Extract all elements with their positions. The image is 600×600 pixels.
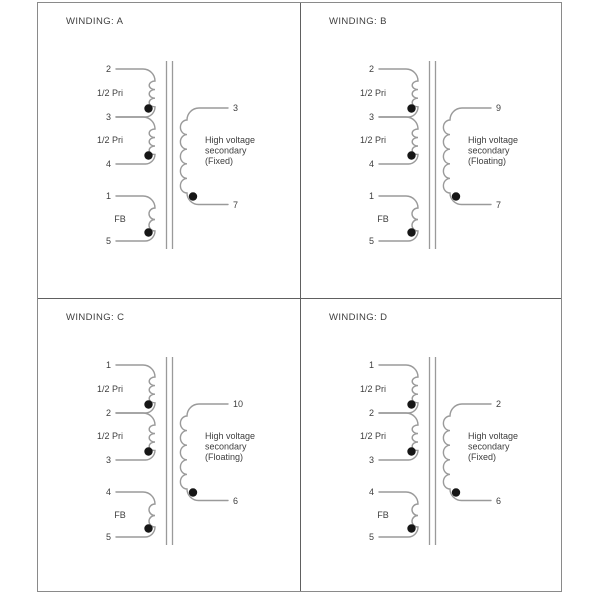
winding-label-half-pri-1: 1/2 Pri: [359, 384, 387, 394]
polarity-dot-feedback: [144, 524, 152, 532]
secondary-desc-line1: High voltage: [468, 135, 519, 145]
pin-label-secondary-bottom: 6: [496, 496, 502, 506]
panel-title: WINDING: C: [66, 312, 125, 323]
secondary-desc-line2: secondary: [468, 145, 510, 156]
polarity-dot-primary-1: [407, 400, 415, 408]
winding-diagram: [301, 299, 561, 591]
polarity-dot-primary-1: [144, 104, 152, 112]
winding-panel: [301, 299, 561, 591]
polarity-dot-primary-2: [407, 447, 415, 455]
pin-label-fb-top: 4: [105, 487, 111, 497]
panel-title: WINDING: B: [329, 16, 387, 27]
pin-label-secondary-bottom: 7: [496, 200, 502, 210]
polarity-dot-primary-2: [407, 151, 415, 159]
winding-label-fb: FB: [377, 214, 389, 224]
polarity-dot-primary-2: [144, 151, 152, 159]
polarity-dot-primary-2: [144, 447, 152, 455]
pin-label-primary-top: 2: [368, 64, 374, 74]
pin-label-secondary-bottom: 7: [233, 200, 239, 210]
panel-title: WINDING: D: [329, 312, 388, 323]
polarity-dot-secondary: [452, 488, 460, 496]
winding-diagram: [301, 3, 561, 295]
secondary-desc-line1: High voltage: [205, 431, 256, 441]
pin-label-secondary-bottom: 6: [233, 496, 239, 506]
pin-label-secondary-top: 2: [496, 399, 502, 409]
pin-label-primary-bottom: 3: [105, 455, 111, 465]
windings-frame: [37, 2, 562, 592]
winding-label-half-pri-2: 1/2 Pri: [359, 135, 387, 145]
secondary-desc-line2: secondary: [468, 441, 510, 452]
pin-label-primary-bottom: 4: [105, 159, 111, 169]
pin-label-fb-top: 1: [105, 191, 111, 201]
panel-title: WINDING: A: [66, 16, 124, 27]
pin-label-primary-bottom: 4: [368, 159, 374, 169]
winding-diagram: [38, 3, 300, 295]
winding-label-half-pri-1: 1/2 Pri: [96, 88, 124, 98]
winding-label-half-pri-1: 1/2 Pri: [96, 384, 124, 394]
pin-label-fb-bottom: 5: [105, 236, 111, 246]
polarity-dot-feedback: [407, 228, 415, 236]
winding-diagram: [38, 299, 300, 591]
pin-label-primary-mid: 2: [368, 408, 374, 418]
pin-label-secondary-top: 10: [233, 399, 244, 409]
secondary-desc-line1: High voltage: [468, 431, 519, 441]
pin-label-secondary-top: 9: [496, 103, 502, 113]
polarity-dot-feedback: [407, 524, 415, 532]
winding-label-half-pri-1: 1/2 Pri: [359, 88, 387, 98]
pin-label-primary-mid: 3: [105, 112, 111, 122]
pin-label-primary-top: 1: [368, 360, 374, 370]
polarity-dot-primary-1: [407, 104, 415, 112]
secondary-desc-line2: secondary: [205, 441, 247, 452]
winding-label-half-pri-2: 1/2 Pri: [96, 135, 124, 145]
secondary-desc-line3: (Floating): [205, 452, 244, 462]
pin-label-fb-top: 4: [368, 487, 374, 497]
pin-label-primary-mid: 2: [105, 408, 111, 418]
secondary-desc-line3: (Fixed): [205, 156, 234, 166]
secondary-desc-line3: (Fixed): [468, 452, 497, 462]
pin-label-primary-top: 1: [105, 360, 111, 370]
pin-label-primary-top: 2: [105, 64, 111, 74]
polarity-dot-primary-1: [144, 400, 152, 408]
winding-label-half-pri-2: 1/2 Pri: [359, 431, 387, 441]
winding-panel: [38, 3, 301, 299]
pin-label-secondary-top: 3: [233, 103, 239, 113]
pin-label-fb-top: 1: [368, 191, 374, 201]
winding-label-fb: FB: [114, 214, 126, 224]
secondary-desc-line3: (Floating): [468, 156, 507, 166]
pin-label-fb-bottom: 5: [368, 532, 374, 542]
polarity-dot-feedback: [144, 228, 152, 236]
polarity-dot-secondary: [452, 192, 460, 200]
winding-label-half-pri-2: 1/2 Pri: [96, 431, 124, 441]
secondary-desc-line2: secondary: [205, 145, 247, 156]
secondary-desc-line1: High voltage: [205, 135, 256, 145]
pin-label-fb-bottom: 5: [368, 236, 374, 246]
pin-label-fb-bottom: 5: [105, 532, 111, 542]
polarity-dot-secondary: [189, 488, 197, 496]
winding-panel: [38, 299, 301, 591]
pin-label-primary-mid: 3: [368, 112, 374, 122]
winding-panel: [301, 3, 561, 299]
winding-label-fb: FB: [114, 510, 126, 520]
pin-label-primary-bottom: 3: [368, 455, 374, 465]
winding-label-fb: FB: [377, 510, 389, 520]
polarity-dot-secondary: [189, 192, 197, 200]
